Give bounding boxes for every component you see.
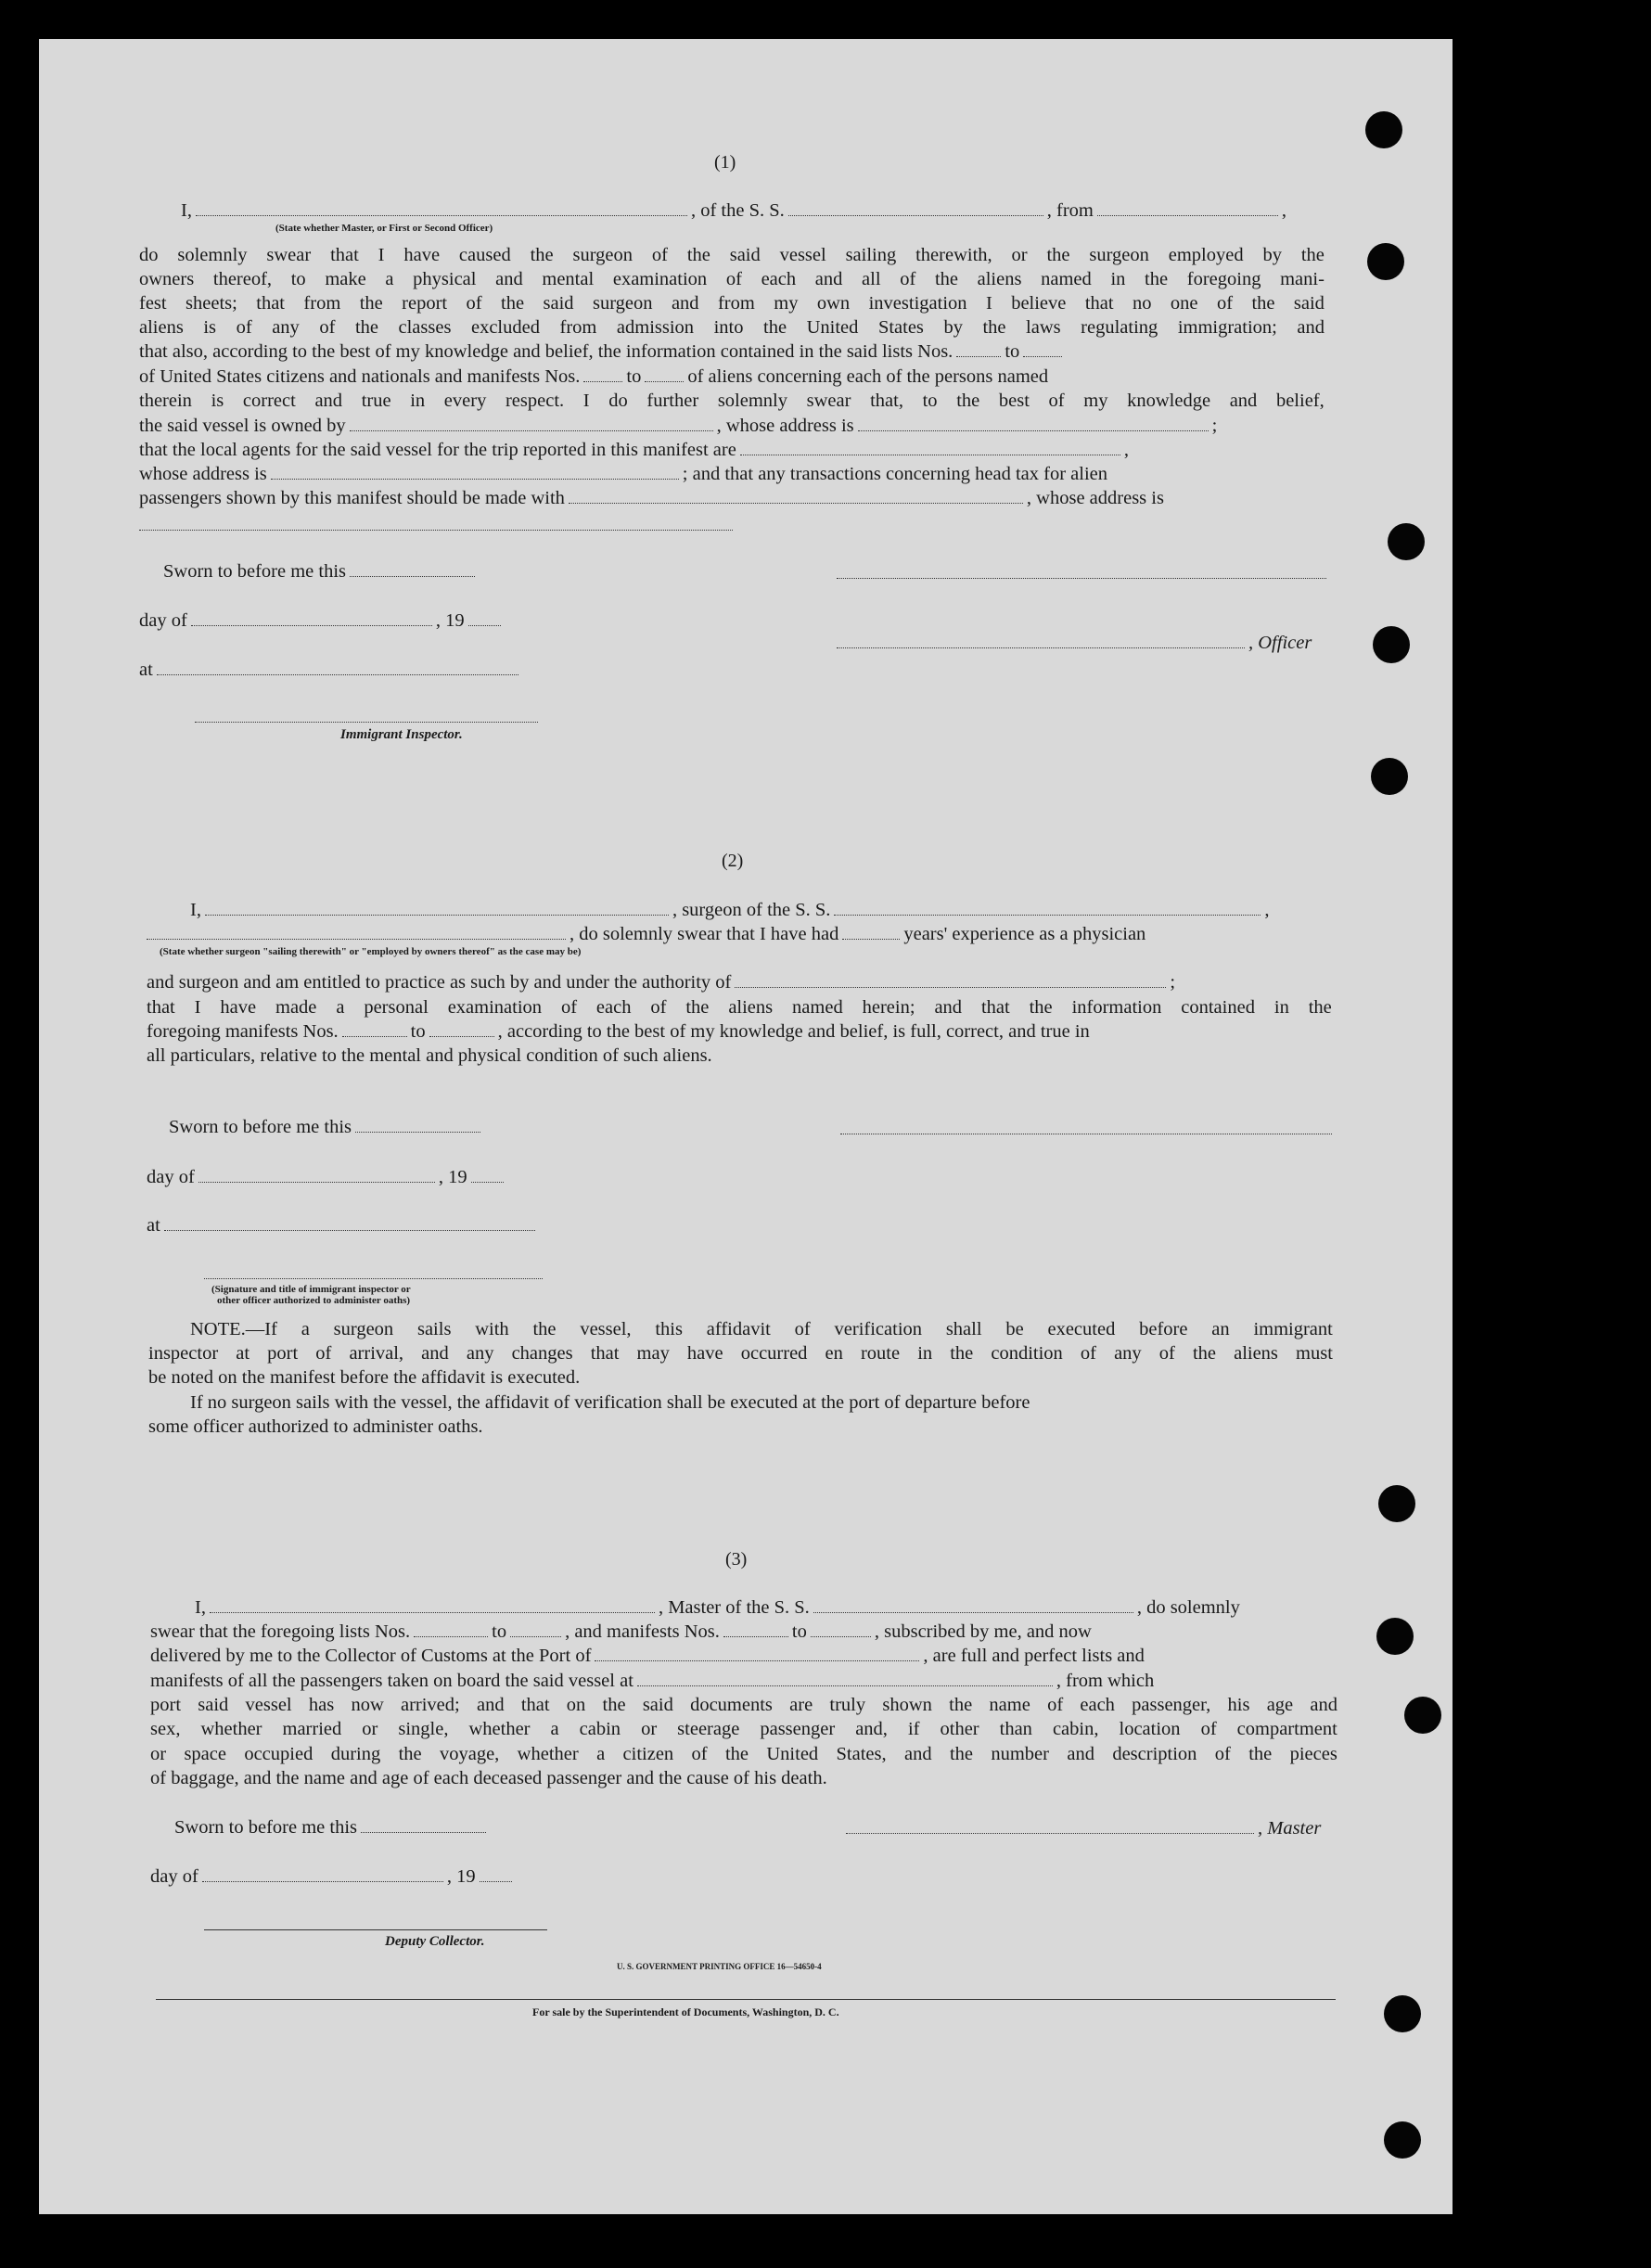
s2-line-3: and surgeon and am entitled to practice as such by and under the authority of ; bbox=[147, 972, 1176, 993]
s2-signature-title-2: other officer authorized to administer oaths) bbox=[217, 1295, 411, 1306]
s2-note-line-5: some officer authorized to administer oaths. bbox=[148, 1416, 483, 1437]
section-3-number: (3) bbox=[725, 1549, 748, 1570]
s3-line-8: of baggage, and the name and age of each deceased passenger and the cause of his death. bbox=[150, 1768, 827, 1788]
s3-line-5: port said vessel has now arrived; and that on the said documents are truly shown the name of each passenger, his age and bbox=[150, 1695, 1337, 1715]
s3-sworn: Sworn to before me this bbox=[174, 1815, 490, 1839]
s2-inspector-line bbox=[204, 1278, 543, 1279]
s2-line-1: I, , surgeon of the S. S. , bbox=[190, 900, 1270, 920]
s3-deputy-collector: Deputy Collector. bbox=[385, 1934, 485, 1949]
s1-line-10: that the local agents for the said vessel for the trip reported in this manifest are , bbox=[139, 440, 1129, 460]
s2-day-of: day of , 19 bbox=[147, 1165, 507, 1189]
punch-hole-3 bbox=[1388, 523, 1425, 560]
s2-line-2: , do solemnly swear that I have had years' experience as a physician bbox=[147, 922, 1145, 946]
punch-hole-2 bbox=[1367, 243, 1404, 280]
s1-line-4: fest sheets; that from the report of the said surgeon and from my own investigation I believe that no one of the said bbox=[139, 293, 1325, 314]
s3-line-3: delivered by me to the Collector of Customs at the Port of , are full and perfect lists and bbox=[150, 1646, 1145, 1666]
s1-inspector-line bbox=[195, 722, 538, 723]
s1-line-8: therein is correct and true in every respect. I do further solemnly swear that, to the best of my knowledge and belief, bbox=[139, 391, 1325, 411]
s3-deputy-line bbox=[204, 1929, 547, 1930]
s1-line-3: owners thereof, to make a physical and mental examination of each and all of the aliens named in the foregoing mani- bbox=[139, 269, 1325, 289]
s1-line-5: aliens is of any of the classes excluded from admission into the United States by the laws regulating immigration; and bbox=[139, 317, 1325, 338]
s1-sworn: Sworn to before me this bbox=[163, 559, 479, 583]
punch-hole-5 bbox=[1371, 758, 1408, 795]
s1-line-12: passengers shown by this manifest should be made with , whose address is bbox=[139, 488, 1164, 508]
punch-hole-10 bbox=[1384, 2121, 1421, 2159]
s2-line-5: foregoing manifests Nos. to , according to the best of my knowledge and belief, is full, correct, and true in bbox=[147, 1021, 1090, 1042]
s2-note-line-4: If no surgeon sails with the vessel, the affidavit of verification shall be executed at the port of departure before bbox=[190, 1392, 1030, 1413]
s2-line-6: all particulars, relative to the mental and physical condition of such aliens. bbox=[147, 1045, 712, 1066]
s1-address-line bbox=[139, 530, 733, 531]
s2-note-line-1: NOTE.—If a surgeon sails with the vessel, this affidavit of verification shall be executed before an immigrant bbox=[190, 1319, 1333, 1339]
footer-rule bbox=[156, 1999, 1336, 2000]
section-2-number: (2) bbox=[722, 851, 744, 871]
punch-hole-9 bbox=[1384, 1995, 1421, 2032]
s3-master-line: , Master bbox=[846, 1816, 1321, 1840]
sale-notice: For sale by the Superintendent of Documents, Washington, D. C. bbox=[532, 2005, 839, 2018]
punch-hole-1 bbox=[1365, 111, 1402, 148]
s3-line-2: swear that the foregoing lists Nos. to , and manifests Nos. to , subscribed by me, and now bbox=[150, 1621, 1092, 1642]
s1-line-7: of United States citizens and nationals and manifests Nos. to of aliens concerning each of the persons named bbox=[139, 366, 1049, 387]
punch-hole-8 bbox=[1404, 1697, 1441, 1734]
punch-hole-7 bbox=[1376, 1618, 1414, 1655]
s2-sworn: Sworn to before me this bbox=[169, 1115, 484, 1139]
s2-at: at bbox=[147, 1213, 539, 1237]
s1-officer-note: (State whether Master, or First or Second Officer) bbox=[275, 223, 493, 234]
s1-line-9: the said vessel is owned by , whose address is ; bbox=[139, 416, 1218, 436]
s1-day-of: day of , 19 bbox=[139, 609, 505, 633]
s1-line-11: whose address is ; and that any transactions concerning head tax for alien bbox=[139, 464, 1108, 484]
punch-hole-6 bbox=[1378, 1485, 1415, 1522]
section-1-number: (1) bbox=[714, 152, 736, 173]
s3-line-1: I, , Master of the S. S. , do solemnly bbox=[195, 1597, 1240, 1618]
s1-at: at bbox=[139, 658, 522, 682]
s1-officer-line: , Officer bbox=[837, 631, 1312, 655]
s2-note-line-2: inspector at port of arrival, and any changes that may have occurred en route in the condition of any of the aliens must bbox=[148, 1343, 1333, 1364]
s3-line-7: or space occupied during the voyage, whether a citizen of the United States, and the number and description of the pieces bbox=[150, 1744, 1337, 1764]
s1-signature-line-1 bbox=[837, 578, 1326, 579]
gpo-imprint: U. S. GOVERNMENT PRINTING OFFICE 16—54650-4 bbox=[617, 1962, 822, 1971]
s1-line-1: I, , of the S. S. , from , bbox=[181, 200, 1286, 221]
s2-signature-title-1: (Signature and title of immigrant inspector or bbox=[211, 1284, 411, 1295]
punch-hole-4 bbox=[1373, 626, 1410, 663]
s3-line-4: manifests of all the passengers taken on board the said vessel at , from which bbox=[150, 1671, 1155, 1691]
s1-immigrant-inspector: Immigrant Inspector. bbox=[340, 727, 463, 742]
s2-surgeon-note: (State whether surgeon "sailing therewith" or "employed by owners thereof" as the case may be) bbox=[160, 946, 582, 957]
s2-line-4: that I have made a personal examination of each of the aliens named herein; and that the information contained in the bbox=[147, 997, 1332, 1018]
s2-note-line-3: be noted on the manifest before the affidavit is executed. bbox=[148, 1367, 581, 1388]
s1-line-2: do solemnly swear that I have caused the surgeon of the said vessel sailing therewith, or the surgeon employed by the bbox=[139, 245, 1325, 265]
s3-day-of: day of , 19 bbox=[150, 1864, 516, 1889]
s1-line-6: that also, according to the best of my knowledge and belief, the information contained in the said lists Nos. to bbox=[139, 340, 1066, 364]
s3-line-6: sex, whether married or single, whether a cabin or steerage passenger and, if other than cabin, location of compartment bbox=[150, 1719, 1337, 1739]
